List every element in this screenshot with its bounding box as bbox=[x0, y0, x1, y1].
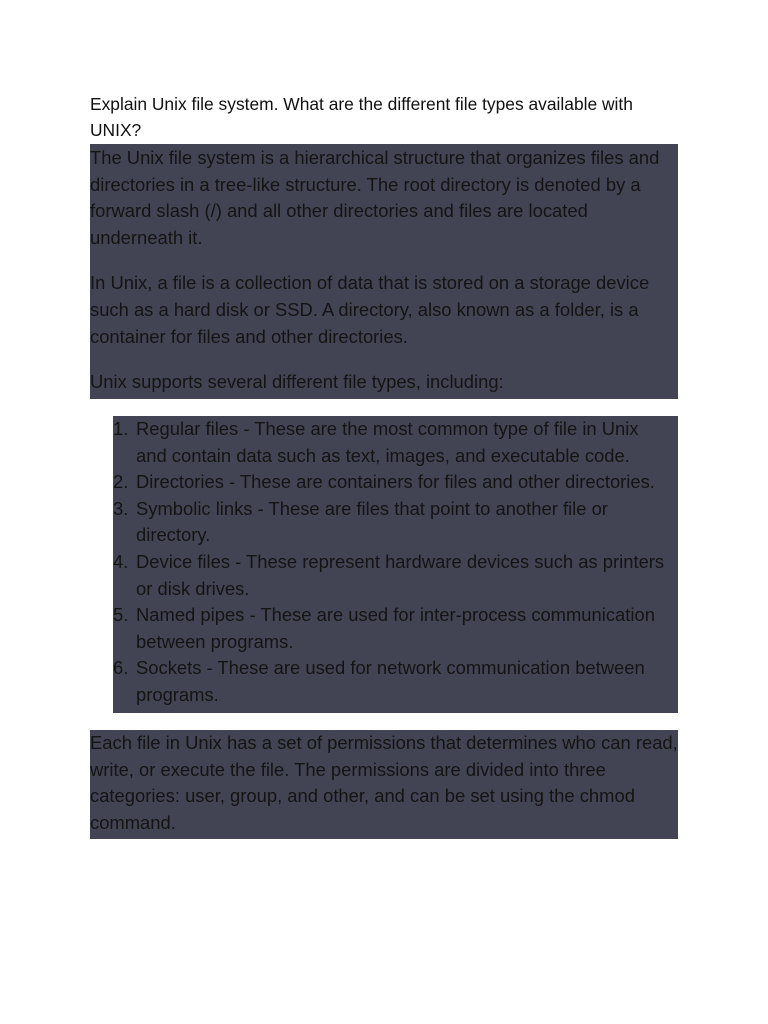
list-item-number: 1. bbox=[113, 418, 129, 439]
permissions-paragraph: Each file in Unix has a set of permissions that determines who can read, write, or execute the file. The permissions are divided into three categories: user, group, and other, and can be set using the chmod command. bbox=[90, 732, 678, 833]
list-item bbox=[113, 549, 678, 602]
list-item-number: 4. bbox=[113, 550, 129, 572]
permissions-highlight-block bbox=[90, 730, 678, 839]
file-types-list bbox=[113, 416, 678, 709]
intro-highlight-block bbox=[90, 144, 678, 399]
list-item-text: Named pipes - These are used for inter-process communication between programs. bbox=[136, 604, 655, 652]
question-heading: Explain Unix file system. What are the different file types available with UNIX? bbox=[90, 94, 633, 140]
list-item-number: 2. bbox=[113, 471, 129, 493]
list-item bbox=[113, 496, 678, 549]
list-item-text: Regular files - These are the most common type of file in Unix and contain data such as text, images, and executable code. bbox=[136, 418, 639, 466]
list-item bbox=[113, 602, 678, 655]
list-item-text: Directories - These are containers for files and other directories. bbox=[136, 471, 655, 493]
list-item bbox=[113, 416, 678, 469]
list-item-number: 6. bbox=[113, 657, 129, 679]
intro-paragraph: In Unix, a file is a collection of data that is stored on a storage device such as a hard disk or SSD. A directory, also known as a folder, is a container for files and other directories. bbox=[90, 272, 650, 347]
list-item-text: Device files - These represent hardware devices such as printers or disk drives. bbox=[136, 550, 665, 599]
list-item-number: 3. bbox=[113, 497, 129, 519]
list-item-text: Sockets - These are used for network communication between programs. bbox=[136, 657, 645, 705]
intro-paragraph: Unix supports several different file types, including: bbox=[90, 371, 504, 393]
intro-paragraph: The Unix file system is a hierarchical structure that organizes files and directories in a tree-like structure. The root directory is denoted by a forward slash (/) and all other directories and files are located underneath it. bbox=[90, 147, 660, 248]
list-item-number: 5. bbox=[113, 604, 129, 626]
list-item-text: Symbolic links - These are files that point to another file or directory. bbox=[136, 497, 608, 546]
list-item bbox=[113, 469, 678, 496]
file-types-highlight-block bbox=[113, 416, 678, 713]
list-item bbox=[113, 655, 678, 708]
